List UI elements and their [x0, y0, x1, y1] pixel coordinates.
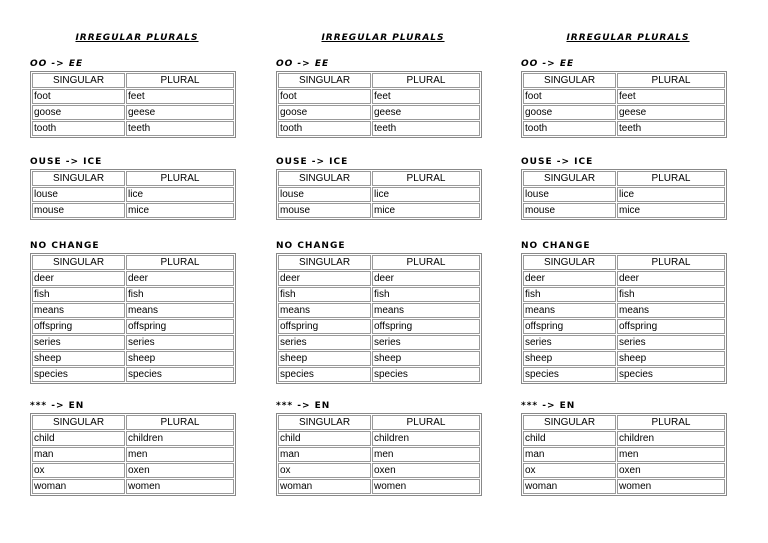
table-header-row	[32, 171, 234, 186]
plural-cell: lice	[372, 187, 480, 202]
section-heading: OO -> EE	[30, 59, 84, 69]
table-row	[278, 271, 480, 286]
plural-cell: children	[617, 431, 725, 446]
singular-cell: mouse	[32, 203, 125, 218]
singular-header: SINGULAR	[278, 73, 371, 88]
singular-cell: fish	[278, 287, 371, 302]
plural-header: PLURAL	[372, 415, 480, 430]
table-row	[32, 89, 234, 104]
table-row	[523, 89, 725, 104]
table-row	[32, 271, 234, 286]
plurals-table	[521, 413, 727, 496]
plural-header: PLURAL	[126, 255, 234, 270]
table-row	[32, 479, 234, 494]
plurals-table	[30, 413, 236, 496]
plural-cell: mice	[617, 203, 725, 218]
section-heading: OO -> EE	[276, 59, 330, 69]
plural-cell: geese	[372, 105, 480, 120]
table-row	[278, 431, 480, 446]
plural-cell: mice	[372, 203, 480, 218]
plural-cell: fish	[617, 287, 725, 302]
plural-section	[30, 240, 236, 384]
singular-cell: child	[523, 431, 616, 446]
plural-section	[521, 58, 727, 138]
plural-section	[521, 156, 727, 220]
singular-cell: tooth	[278, 121, 371, 136]
singular-cell: woman	[523, 479, 616, 494]
table-row	[32, 431, 234, 446]
section-heading: OO -> EE	[521, 59, 575, 69]
plural-header: PLURAL	[126, 73, 234, 88]
plural-cell: lice	[126, 187, 234, 202]
table-row	[523, 367, 725, 382]
singular-cell: foot	[32, 89, 125, 104]
table-header-row	[278, 171, 480, 186]
table-header-row	[523, 171, 725, 186]
plural-cell: teeth	[372, 121, 480, 136]
table-header-row	[523, 415, 725, 430]
table-header-row	[278, 255, 480, 270]
plural-section	[30, 58, 236, 138]
plural-cell: geese	[617, 105, 725, 120]
table-row	[32, 367, 234, 382]
singular-cell: woman	[278, 479, 371, 494]
table-header-row	[278, 415, 480, 430]
table-row	[523, 319, 725, 334]
section-heading: NO CHANGE	[30, 241, 100, 251]
plural-header: PLURAL	[372, 171, 480, 186]
plural-cell: species	[126, 367, 234, 382]
singular-cell: deer	[523, 271, 616, 286]
singular-cell: species	[278, 367, 371, 382]
section-heading: NO CHANGE	[521, 241, 591, 251]
plural-cell: fish	[126, 287, 234, 302]
plural-cell: species	[617, 367, 725, 382]
table-row	[278, 203, 480, 218]
plural-cell: species	[372, 367, 480, 382]
table-row	[523, 479, 725, 494]
section-heading: NO CHANGE	[276, 241, 346, 251]
section-heading: *** -> EN	[276, 401, 331, 411]
table-row	[32, 303, 234, 318]
table-row	[523, 203, 725, 218]
plural-section	[276, 156, 482, 220]
singular-cell: series	[278, 335, 371, 350]
singular-cell: goose	[523, 105, 616, 120]
plural-cell: sheep	[617, 351, 725, 366]
plural-cell: sheep	[372, 351, 480, 366]
table-row	[278, 447, 480, 462]
plural-cell: feet	[126, 89, 234, 104]
table-row	[523, 121, 725, 136]
table-row	[278, 121, 480, 136]
plural-cell: offspring	[126, 319, 234, 334]
singular-cell: ox	[523, 463, 616, 478]
singular-header: SINGULAR	[278, 415, 371, 430]
plural-cell: means	[126, 303, 234, 318]
table-header-row	[278, 73, 480, 88]
singular-header: SINGULAR	[278, 255, 371, 270]
plural-cell: men	[372, 447, 480, 462]
singular-cell: woman	[32, 479, 125, 494]
singular-cell: means	[32, 303, 125, 318]
table-row	[523, 431, 725, 446]
table-row	[523, 303, 725, 318]
singular-cell: offspring	[278, 319, 371, 334]
singular-cell: man	[32, 447, 125, 462]
singular-header: SINGULAR	[523, 73, 616, 88]
table-row	[32, 335, 234, 350]
singular-header: SINGULAR	[32, 171, 125, 186]
singular-cell: species	[523, 367, 616, 382]
plural-header: PLURAL	[617, 255, 725, 270]
singular-cell: ox	[278, 463, 371, 478]
plurals-table	[276, 253, 482, 384]
singular-header: SINGULAR	[278, 171, 371, 186]
singular-cell: child	[32, 431, 125, 446]
plural-cell: deer	[617, 271, 725, 286]
plural-cell: series	[617, 335, 725, 350]
singular-header: SINGULAR	[523, 415, 616, 430]
singular-cell: mouse	[523, 203, 616, 218]
table-row	[278, 303, 480, 318]
plurals-table	[276, 71, 482, 138]
singular-header: SINGULAR	[32, 73, 125, 88]
plurals-table	[30, 71, 236, 138]
plural-header: PLURAL	[372, 255, 480, 270]
plural-cell: series	[372, 335, 480, 350]
plural-cell: means	[372, 303, 480, 318]
table-row	[278, 351, 480, 366]
plurals-table	[30, 253, 236, 384]
plural-section	[521, 400, 727, 496]
table-header-row	[32, 415, 234, 430]
plural-cell: fish	[372, 287, 480, 302]
plural-section	[30, 156, 236, 220]
plural-section	[30, 400, 236, 496]
plural-cell: feet	[372, 89, 480, 104]
singular-cell: goose	[278, 105, 371, 120]
table-row	[32, 105, 234, 120]
table-row	[523, 187, 725, 202]
plural-cell: deer	[126, 271, 234, 286]
table-row	[523, 447, 725, 462]
table-row	[32, 187, 234, 202]
table-row	[278, 319, 480, 334]
plural-cell: lice	[617, 187, 725, 202]
singular-cell: deer	[278, 271, 371, 286]
table-row	[278, 335, 480, 350]
table-row	[32, 319, 234, 334]
plural-cell: men	[617, 447, 725, 462]
plural-cell: mice	[126, 203, 234, 218]
singular-cell: sheep	[278, 351, 371, 366]
page-title: IRREGULAR PLURALS	[75, 33, 199, 43]
singular-header: SINGULAR	[32, 255, 125, 270]
plural-cell: means	[617, 303, 725, 318]
singular-header: SINGULAR	[523, 171, 616, 186]
singular-cell: series	[32, 335, 125, 350]
table-row	[32, 203, 234, 218]
singular-cell: means	[523, 303, 616, 318]
table-row	[278, 479, 480, 494]
plural-cell: teeth	[617, 121, 725, 136]
singular-cell: offspring	[32, 319, 125, 334]
singular-cell: louse	[32, 187, 125, 202]
singular-cell: fish	[32, 287, 125, 302]
table-row	[278, 105, 480, 120]
plural-section	[276, 58, 482, 138]
singular-cell: means	[278, 303, 371, 318]
plural-cell: sheep	[126, 351, 234, 366]
plurals-table	[521, 71, 727, 138]
table-row	[523, 463, 725, 478]
section-heading: *** -> EN	[30, 401, 85, 411]
table-row	[32, 447, 234, 462]
table-row	[32, 287, 234, 302]
plural-cell: oxen	[617, 463, 725, 478]
singular-cell: ox	[32, 463, 125, 478]
page-title: IRREGULAR PLURALS	[566, 33, 690, 43]
table-header-row	[32, 73, 234, 88]
plural-header: PLURAL	[372, 73, 480, 88]
section-heading: OUSE -> ICE	[276, 157, 349, 167]
table-row	[32, 351, 234, 366]
table-row	[278, 367, 480, 382]
plural-cell: children	[126, 431, 234, 446]
table-header-row	[523, 73, 725, 88]
plural-header: PLURAL	[617, 171, 725, 186]
singular-cell: goose	[32, 105, 125, 120]
plural-cell: geese	[126, 105, 234, 120]
singular-cell: mouse	[278, 203, 371, 218]
singular-cell: tooth	[523, 121, 616, 136]
plural-section	[276, 400, 482, 496]
plural-section	[521, 240, 727, 384]
plural-cell: women	[617, 479, 725, 494]
singular-cell: tooth	[32, 121, 125, 136]
singular-cell: offspring	[523, 319, 616, 334]
plural-cell: children	[372, 431, 480, 446]
table-row	[523, 335, 725, 350]
plural-cell: series	[126, 335, 234, 350]
plurals-table	[521, 253, 727, 384]
singular-header: SINGULAR	[32, 415, 125, 430]
plural-cell: women	[126, 479, 234, 494]
singular-cell: child	[278, 431, 371, 446]
singular-cell: man	[523, 447, 616, 462]
singular-cell: sheep	[32, 351, 125, 366]
table-header-row	[523, 255, 725, 270]
table-row	[523, 351, 725, 366]
plural-cell: feet	[617, 89, 725, 104]
table-row	[32, 463, 234, 478]
plurals-table	[276, 413, 482, 496]
singular-cell: louse	[523, 187, 616, 202]
plural-cell: oxen	[126, 463, 234, 478]
singular-cell: foot	[278, 89, 371, 104]
section-heading: *** -> EN	[521, 401, 576, 411]
singular-cell: species	[32, 367, 125, 382]
singular-cell: foot	[523, 89, 616, 104]
plural-header: PLURAL	[126, 171, 234, 186]
table-row	[32, 121, 234, 136]
table-row	[523, 287, 725, 302]
plurals-table	[30, 169, 236, 220]
singular-header: SINGULAR	[523, 255, 616, 270]
table-header-row	[32, 255, 234, 270]
singular-cell: fish	[523, 287, 616, 302]
plural-header: PLURAL	[126, 415, 234, 430]
plurals-table	[521, 169, 727, 220]
table-row	[278, 89, 480, 104]
singular-cell: deer	[32, 271, 125, 286]
table-row	[523, 271, 725, 286]
table-row	[278, 463, 480, 478]
singular-cell: series	[523, 335, 616, 350]
page-title: IRREGULAR PLURALS	[321, 33, 445, 43]
singular-cell: louse	[278, 187, 371, 202]
table-row	[278, 187, 480, 202]
section-heading: OUSE -> ICE	[521, 157, 594, 167]
plural-cell: men	[126, 447, 234, 462]
table-row	[523, 105, 725, 120]
singular-cell: sheep	[523, 351, 616, 366]
plural-cell: deer	[372, 271, 480, 286]
plural-cell: oxen	[372, 463, 480, 478]
plural-header: PLURAL	[617, 73, 725, 88]
plural-cell: offspring	[617, 319, 725, 334]
plural-cell: offspring	[372, 319, 480, 334]
plural-section	[276, 240, 482, 384]
singular-cell: man	[278, 447, 371, 462]
table-row	[278, 287, 480, 302]
plural-cell: women	[372, 479, 480, 494]
section-heading: OUSE -> ICE	[30, 157, 103, 167]
plural-header: PLURAL	[617, 415, 725, 430]
plurals-table	[276, 169, 482, 220]
plural-cell: teeth	[126, 121, 234, 136]
